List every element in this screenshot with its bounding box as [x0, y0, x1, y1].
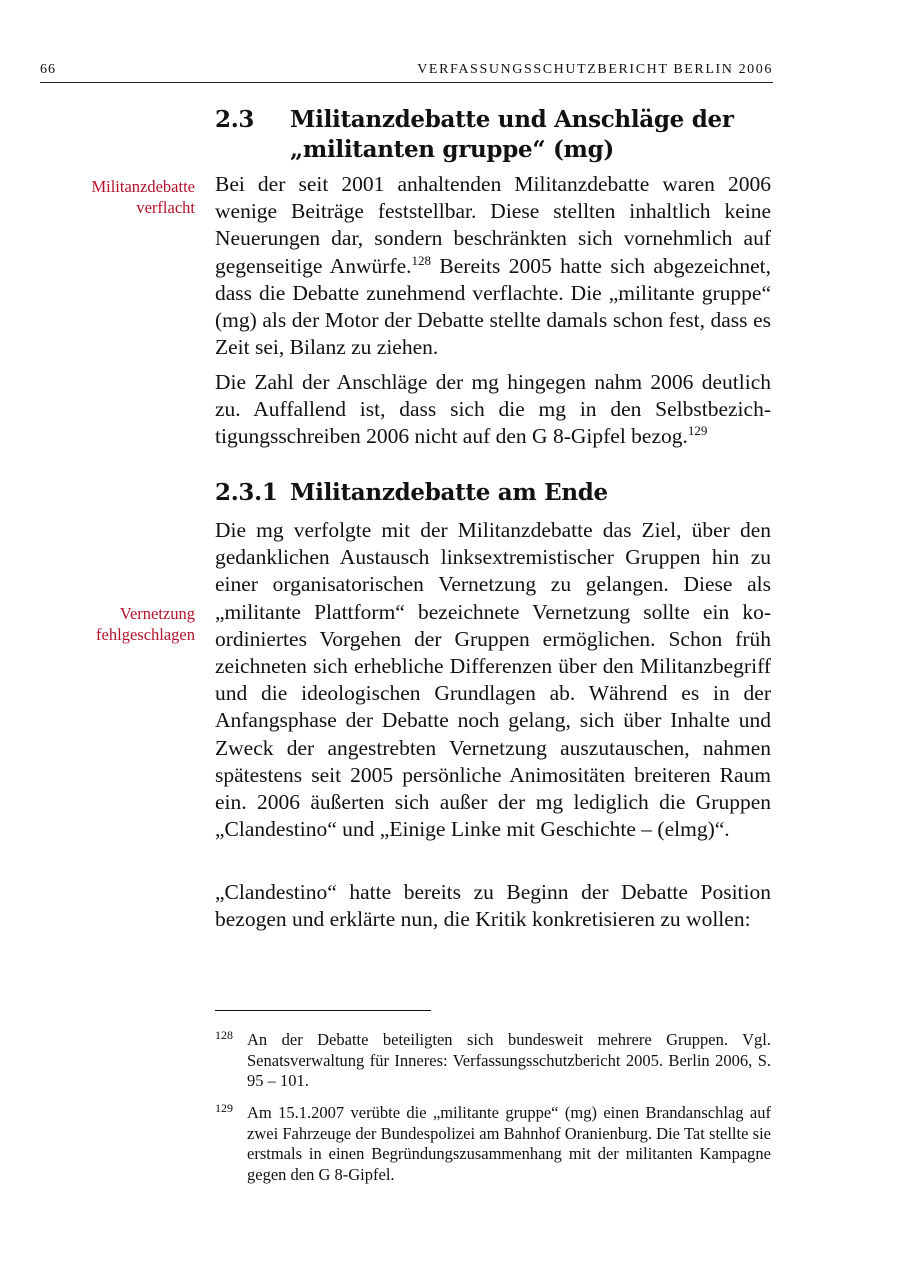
paragraph-vernetzung-text: Die mg verfolgte mit der Militanzdebatte das Ziel, über den gedanklichen Austausch linksextremistischer Gruppen hin zu einer organisatorischen Vernetzung zu gelangen. Diese als „militante Plattform“ bezeichnete Vernetzung sollte ein koordiniertes Vorgehen der Gruppen ermöglichen. Schon früh zeichneten sich erhebliche Differenzen über den Militanzbegriff und die ideologischen Grundlagen ab. Während es in der Anfangsphase der Debatte noch gelang, sich über Inhalte und Zweck der angestrebten Vernetzung auszutauschen, nahmen spätestens seit 2005 persönliche Animositäten breiteren Raum ein. 2006 äußerten sich außer der mg lediglich die Gruppen „Clandestino“ und „Einige Linke mit Geschichte – (elmg)“.: [215, 518, 771, 842]
page-number: 66: [40, 62, 56, 77]
section-title: Militanzdebatte und Anschläge der „militanten gruppe“ (mg): [290, 106, 734, 163]
footnote-text: An der Debatte beteiligten sich bundesweit mehrere Gruppen. Vgl. Senatsverwaltung für Inneres: Verfassungsschutzbericht 2005. Berlin 2006, S. 95 – 101.: [247, 1030, 771, 1091]
footnote-number: 128: [215, 1028, 233, 1042]
paragraph-anschlaege-text: Die Zahl der Anschläge der mg hingegen nahm 2006 deutlich zu. Auffallend ist, dass sich die mg in den Selbstbezichtigungsschreiben 2006 nicht auf den G 8-Gipfel bezog.: [215, 370, 771, 449]
running-title: VERFASSUNGSSCHUTZBERICHT BERLIN 2006: [417, 62, 773, 77]
margin-note-vernetzung: Vernetzung fehlgeschlagen: [96, 604, 195, 644]
running-header: [40, 62, 773, 83]
margin-note-militanzdebatte: Militanzdebatte verflacht: [91, 177, 195, 217]
footnote-divider: [215, 1010, 431, 1011]
paragraph-intro-text-2: Bereits 2005 hatte sich abgezeichnet, dass die Debatte zunehmend verflachte. Die „militante gruppe“ (mg) als der Motor der Debatte stellte damals schon fest, dass es Zeit sei, Bilanz zu ziehen.: [215, 253, 771, 360]
section-number: 2.3: [215, 106, 255, 133]
paragraph-intro: [215, 171, 771, 361]
paragraph-clandestino: [215, 879, 771, 933]
subsection-title: Militanzdebatte am Ende: [290, 479, 608, 506]
subsection-number: 2.3.1: [215, 479, 278, 506]
footnote-ref-128: 128: [411, 252, 431, 268]
footnote-text: Am 15.1.2007 verübte die „militante gruppe“ (mg) einen Brandanschlag auf zwei Fahrzeuge der Bundespolizei am Bahnhof Oranienburg. Die Tat stellte sie erstmals in einen Begründungszusammenhang mit der militanten Kampagne gegen den G 8-Gipfel.: [247, 1103, 771, 1184]
paragraph-vernetzung: [215, 517, 771, 843]
paragraph-clandestino-text: „Clandestino“ hatte bereits zu Beginn der Debatte Position bezogen und erklärte nun, die Kritik konkretisieren zu wollen:: [215, 880, 771, 932]
footnote-number: 129: [215, 1101, 233, 1115]
paragraph-anschlaege: [215, 369, 771, 451]
paragraph-intro-text-1: Bei der seit 2001 anhaltenden Militanzdebatte waren 2006 wenige Beiträge feststellbar. Diese stellten inhaltlich keine Neuerungen dar, sondern beschränkten sich vornehmlich auf gegenseitige Anwürfe.: [215, 172, 771, 278]
footnote-ref-129: 129: [687, 423, 708, 439]
